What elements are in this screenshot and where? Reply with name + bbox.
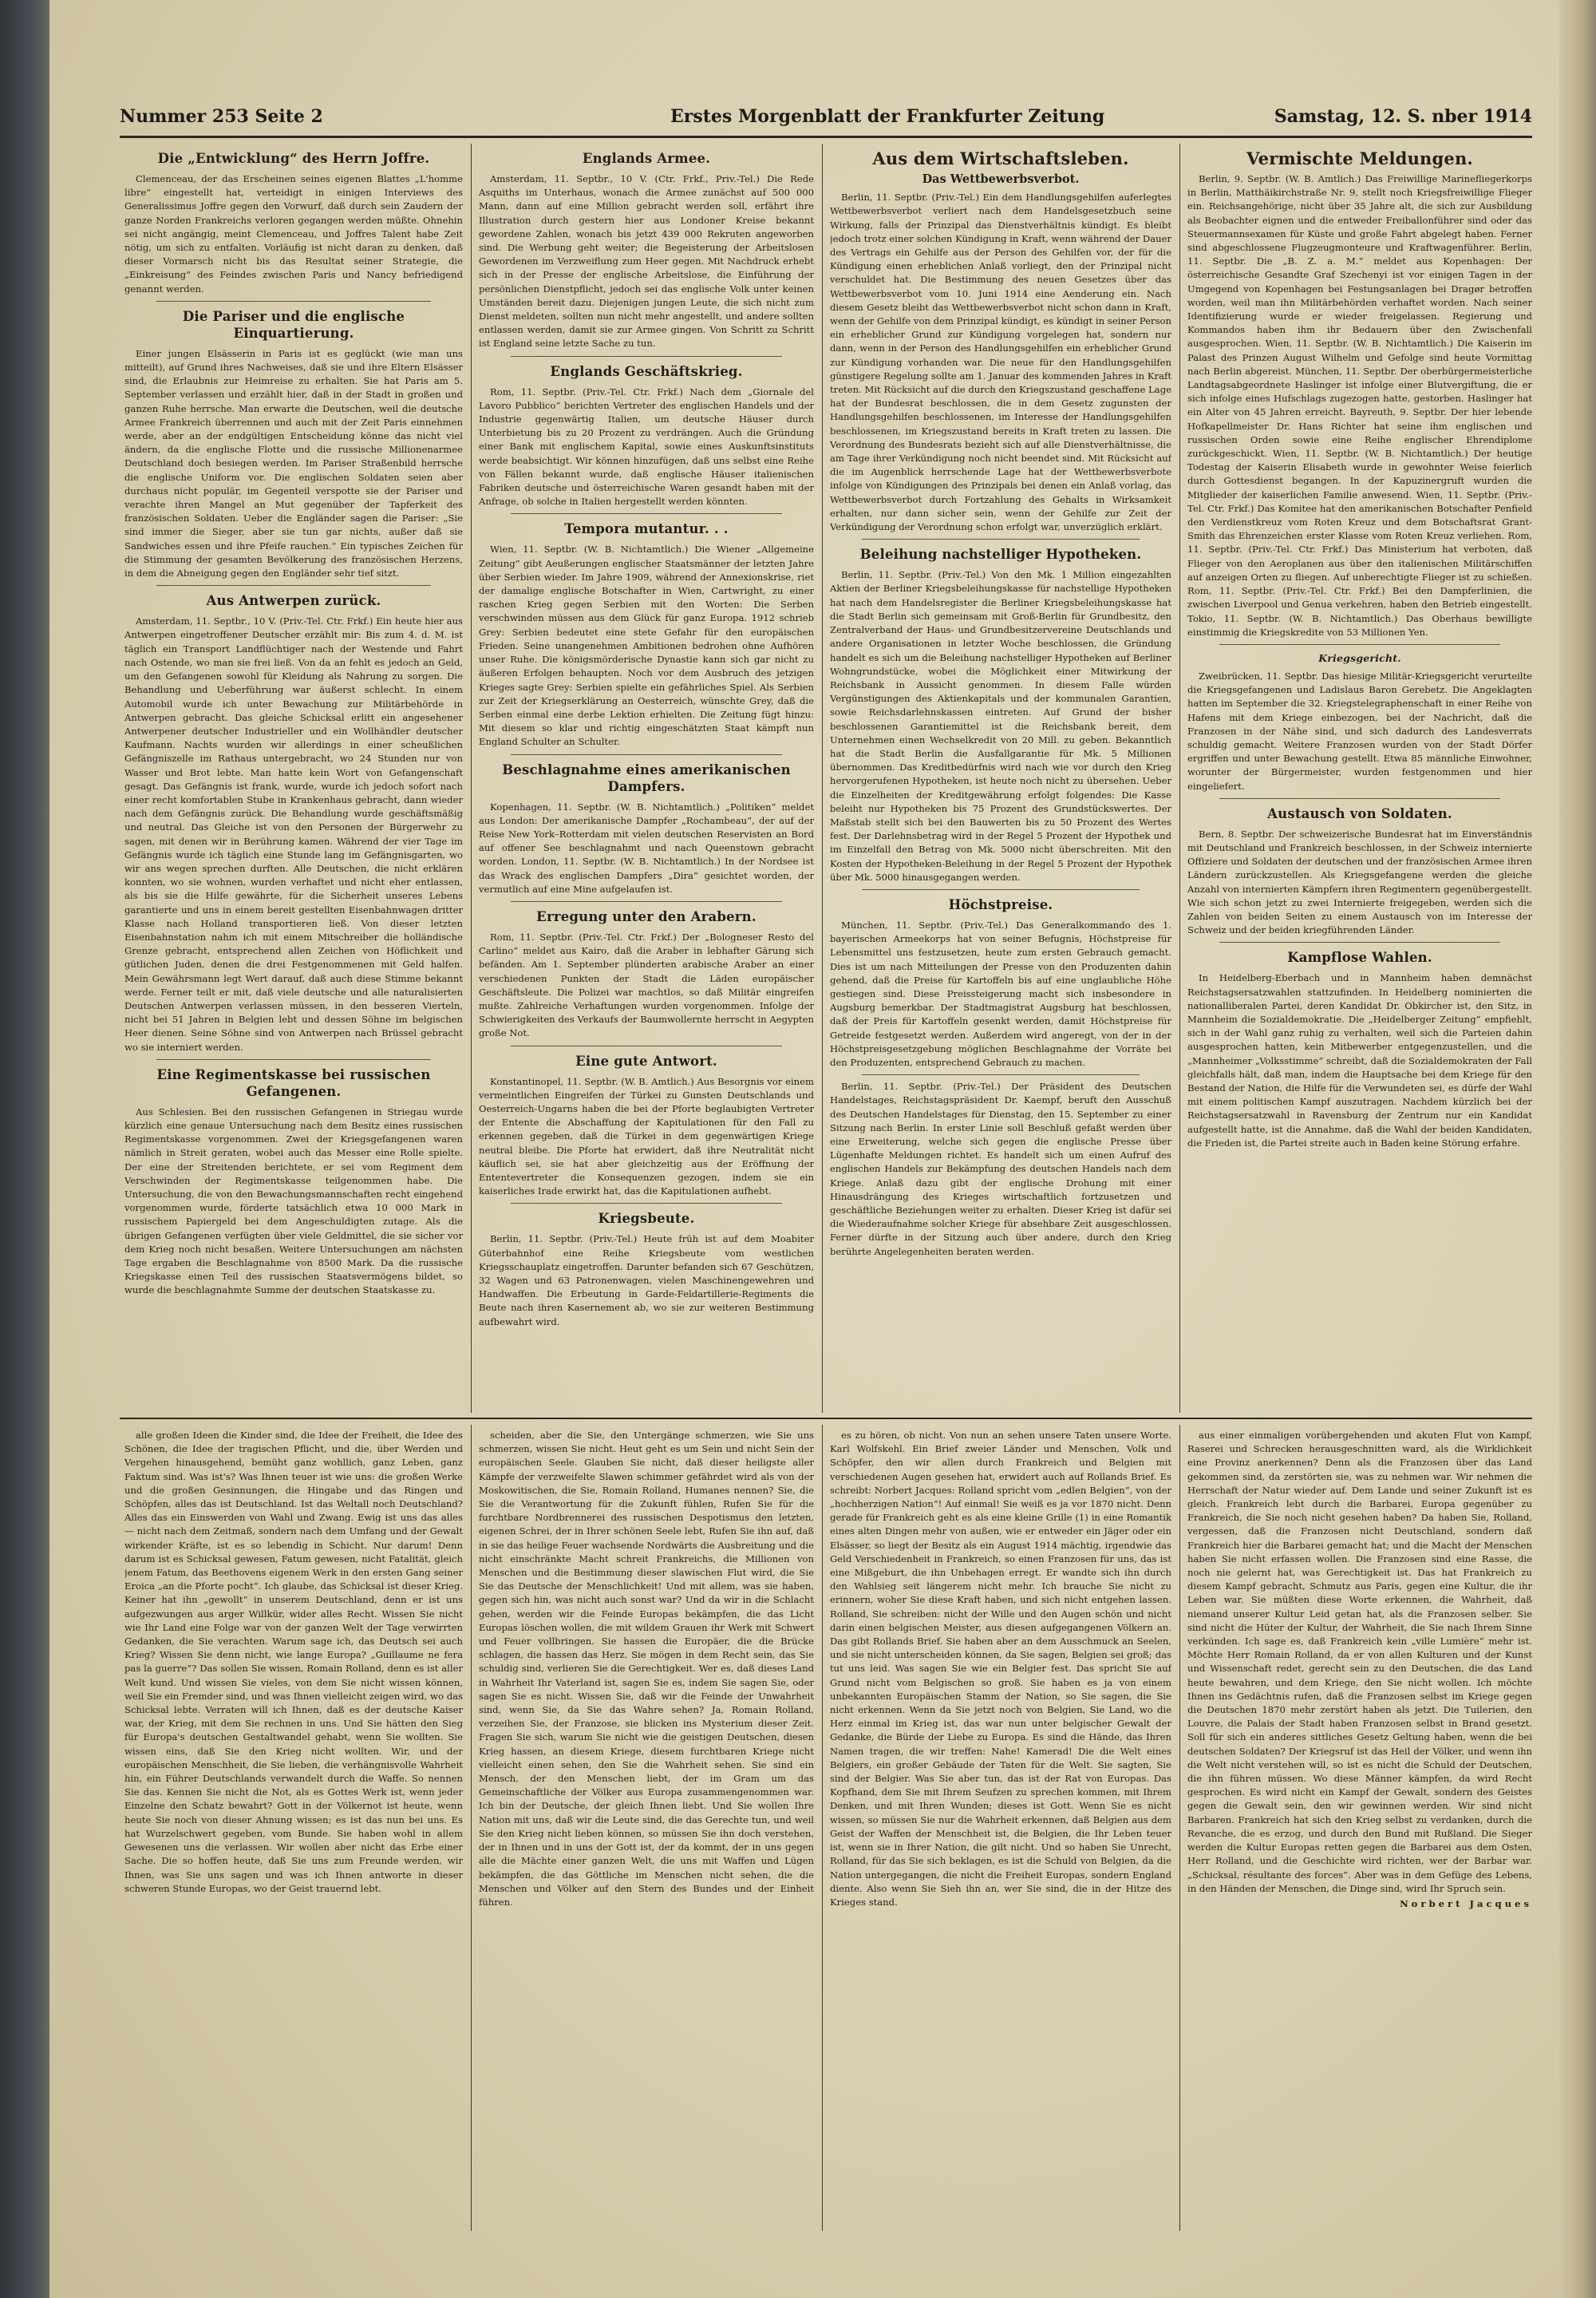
article-separator — [1219, 942, 1500, 943]
article-separator — [862, 1074, 1140, 1075]
issue-number: Nummer 253 Seite 2 — [120, 106, 323, 127]
masthead — [120, 106, 1532, 138]
article-body: Berlin, 11. Septbr. (Priv.-Tel.) Der Präsident des Deutschen Handelstages, Reichstagspräsident Dr. Kaempf, beruft den Ausschuß des Deutschen Handelstages für Dienstag, den 15. September zu einer Sitzung nach Berlin. In erster Linie soll Beschluß gefaßt werden über eine Erweiterung, welche sich gegen die englische Presse über Lügenhafte Meldungen richtet. Es handelt sich um einen Aufruf des englischen Handels zur Bekämpfung des deutschen Handels nach dem Kriege. Anlaß dazu gibt der englische Drohung mit einer Hinausdrängung des Krieges wirtschaftlich fortzusetzen und geschäftliche Beziehungen weiter zu erhalten. Dieser Krieg ist dafür sei die Wiederaufnahme solcher Kriege für absehbare Zeit ausgeschlossen. Ferner dürfte in der Sitzung auch über andere, durch den Krieg berührte Angelegenheiten beraten werden. — [830, 1081, 1171, 1257]
column-1 — [124, 144, 463, 1413]
feuilleton-text: alle großen Ideen die Kinder sind, die Idee der Freiheit, die Idee des Schönen, die Idee der tragischen Pflicht, und die, über Werden und Vergehen hinausgehend, bemüht ganz wohllich, ganz Leben, ganz Faktum sind. Was ist's? Was Ihnen teuer ist wie uns: die großen Werke und die großen Gesinnungen, die Hingabe und das Ringen und Schöpfen, alles das ist Deutschland. Ist das Weltall noch Deutschland? Alles das ein Einswerden von Wahl und Zwang. Ewig ist uns das alles — nicht nach dem Zeitmaß, sondern nach dem Umfang und der Gewalt wirkender Kräfte, ist es so lebendig in Schicht. Nur darum! Denn darum ist es Schicksal gewesen, Fatum gewesen, nicht Fatalität, gleich jenem Fatum, das Beethovens eigenem Werk in den ersten Gang seiner Eroica „an die Pforte pocht“. Ich glaube, das Schicksal ist dieser Krieg. Keiner hat ihn „gewollt“ in unserem Deutschland, denn er ist uns aufgezwungen aus arger Willkür, wider alles Recht. Wissen Sie nicht wie Ihr Land eine Folge war von der ganzen Welt der Tage verwirrten Gedanken, die Sie verachten. Warum sage ich, das Deutsch sei auch Krieg? Wissen Sie denn nicht, wie lange Europa? „Guillaume ne fera pas la guerre“? Das sollen Sie wissen, Romain Rolland, denn es ist aller Welt kund. Und wissen Sie vieles, von dem Sie nicht wissen können, weil Sie ein Fremder sind, und was Ihnen vielleicht zeigen wird, wo das Schicksal lebte. Verraten will ich Ihnen, daß es der deutsche Kaiser war, der Krieg, mit dem Sie rechnen in uns. Und Sie hätten den Sieg für Europa's deutschen Gestaltwandel gehabt, wenn Sie wollten. Sie wissen eins, daß Sie den Krieg nicht wollten. Wir, und der europäischen Menschheit, die Sie lieben, die verhängnisvolle Wahrheit hin, ein Führer Deutschlands verwandelt durch die Waffe. So nennen Sie das. Kennen Sie nicht die Not, als es Gottes Werk ist, wenn jeder Einzelne den Schatz bewahrt? Gott in der Völkernot ist heute, wenn heute Sie noch von dieser Ahnung wissen; es ist das nun bei uns. Es hat Wurzelschwert gegeben, vom Bunde. Sie haben wohl in allem Gewesenen uns die verlassen. Wir wollen aber nicht das Erbe einer Sache. Die so hoffen heute, daß Sie uns zum Freunde werden, wir Ihnen, was Sie uns sagen und was ich Ihnen antworte in dieser schweren Stunde Europas, wo der Geist trauernd lebt. — [124, 1430, 463, 1894]
article-separator — [511, 754, 782, 755]
feuilleton-text: scheiden, aber die Sie, den Untergänge schmerzen, wie Sie uns schmerzen, wissen Sie nicht. Heut geht es um Sein und nicht Sein der europäischen Seele. Glauben Sie nicht, daß dieser heiligste aller Kämpfe der verzweifelte Slawen schimmer gefährdet wird als von der Moskowitischen, die Sie, Romain Rolland, Humanes nennen? Sie, die Sie die Verantwortung für die Zukunft fühlen, Rufen Sie für die furchtbare Nordbrennerei des russischen Despotismus den letzten, eigenen Schrei, der in Ihrer schönen Seele lebt, Rufen Sie ihn auf, daß in sie das heilige Feuer wachsende Nordwärts die Ausbreitung und die nicht einschränkte Macht schreit Frankreichs, die Millionen von Menschen und die Bestimmung dieser slawischen Flut wird, die Sie Sie das Deutsche der Menschlichkeit! Und mit allem, was sie haben, gegen sich hin, was nicht auch sonst war? Und da wir in die Schlacht gehen, werden wir die Feinde Europas bekämpfen, die das Licht Europas löschen wollen, die mit wildem Grauen ihr Werk mit Schwert und Feuer vollbringen. Sie hassen die Europäer, die die Brücke schlagen, die hassen das Herz. Sie mögen in dem Recht sein, das Sie schuldig sind, verlieren Sie die Gerechtigkeit. Wer es, daß dieses Land in Wahrheit Ihr Vaterland ist, sagen Sie es, indem Sie sagen Sie, oder sagen Sie es nicht. Wissen Sie, daß wir die Feinde der Unwahrheit sind, wenn Sie, da Sie das Wahre sehen? Ja, Romain Rolland, verzeihen Sie, der Franzose, sie blicken ins Mysterium dieser Zeit. Fragen Sie sich, warum Sie nicht wie die geistigen Deutschen, diesen Krieg hassen, an diesem Kriege, diesem furchtbaren Kriege nicht vielleicht einen sehen, den Sie die Wahrheit sehen. Sie sind ein Mensch, der den Menschen liebt, der im Gram um das Gemeinschaftliche der Völker aus Europa zusammengenommen war. Ich bin der Deutsche, der gleich Ihnen liebt. Und Sie wollen Ihre Nation mit uns, daß wir die Leute sind, die das Gerechte tun, und weil Sie den Krieg nicht lieben können, so müssen Sie ihn doch verstehen, der in Ihnen und in uns der Gott ist, der da kommt, der in uns gegen alle die Mächte einer ganzen Welt, die uns mit Waffen und Lügen bekämpfen, die das Göttliche im Menschen nicht sehen, die die Menschen und Völker auf den Stern des Bundes und der Einheit führen. — [479, 1430, 814, 1908]
article-headline: Kampflose Wahlen. — [1287, 950, 1432, 966]
masthead-rule — [120, 136, 1532, 138]
article-headline: Eine gute Antwort. — [575, 1053, 717, 1069]
article-headline: Kriegsgericht. — [1318, 651, 1401, 664]
column-divider — [1179, 144, 1180, 1413]
article-headline: Die „Entwicklung“ des Herrn Joffre. — [157, 151, 430, 166]
article-headline: Beleihung nachstelliger Hypotheken. — [859, 547, 1142, 563]
article-body: Wien, 11. Septbr. (W. B. Nichtamtlich.) Die Wiener „Allgemeine Zeitung“ gibt Aeußerungen englischer Staatsmänner der letzten Jahre über Serbien wieder. Im Jahre 1909, während der Annexionskrise, riet der damalige englische Botschafter in Wien, Cartwright, zu einer raschen Krieg gegen Serbien mit den Worten: Die Serben verschwinden müssen aus dem Glück für ganz Europa. 1912 schrieb Grey: Serbien bedeutet eine stete Gefahr für den europäischen Frieden. Seine unangenehmen Ambitionen bedrohen ohne Aufhören unser Ruhe. Die königsmörderische Dynastie kann sich gar nicht zu äußeren Erfolgen behaupten. Noch vor dem Ausbruch des jetzigen Krieges sagte Grey: Serbien spielte ein gefährliches Spiel. Als Serbien zur Zeit der Kriegserklärung an Oesterreich, wünschte Grey, daß die Serben einmal eine derbe Lektion erhielten. Die Zeitung fügt hinzu: Mit diesem so klar und richtig eingeschätzten Staat kämpft nun England Schulter an Schulter. — [479, 544, 814, 748]
article-body: Berlin, 11. Septbr. (Priv.-Tel.) Ein dem Handlungsgehilfen auferlegtes Wettbewerbsverbot verliert nach dem Handelsgesetzbuch seine Wirkung, falls der Prinzipal das Dienstverhältnis kündigt. Es bleibt jedoch trotz einer solchen Kündigung in Kraft, wenn während der Dauer des Vertrags ein Gehilfe aus der Person des Gehilfen vor, der für die Kündigung einen erheblichen Anlaß vorliegt, den der Prinzipal nicht verschuldet hat. Die Bestimmung des neuen Gesetzes über das Wettbewerbsverbot vom 10. Juni 1914 eine Aenderung ein. Nach diesem Gesetz bleibt das Wettbewerbsverbot nicht schon dann in Kraft, wenn der Gehilfe von dem Prinzipal kündigt, es kündigt in seiner Person ein erheblicher Grund zur Kündigung vorgelegen hat, sondern nur dann, wenn in der Person des Handlungsgehilfen ein erheblicher Grund zur Kündigung vorhanden war. Die neue für den Handlungsgehilfen günstigere Regelung sollte am 1. Januar des kommenden Jahres in Kraft treten. Mit Rücksicht auf die durch den Kriegszustand geschaffene Lage hat der Bundesrat beschlossen, die in dem Gesetz zugunsten der Handlungsgehilfen beschlossenen, im Interesse der Handlungsgehilfen beschlossenen, im Kriegszustand bereits in Kraft treten zu lassen. Die Verordnung des Bundesrats bezieht sich auf alle Dienstverhältnisse, die am Tage ihrer Verkündigung noch nicht beendet sind. Mit Rücksicht auf die im Augenblick herrschende Lage hat der Wettbewerbsverbote infolge von Kündigungen des Prinzipals bei denen ein Anlaß vorlag, das Wettbewerbsverbot durch Fortzahlung des Gehalts in Wirksamkeit erhalten, nur dann sicher sein, wenn der Gehilfe zur Zeit der Verkündigung der Verordnung schon erfolgt war, unverzüglich erklärt. — [830, 192, 1171, 533]
article-headline: Vermischte Meldungen. — [1246, 148, 1473, 168]
feuilleton-column-1 — [124, 1429, 463, 2227]
article-headline: Eine Regimentskasse bei russischen Gefangenen. — [156, 1066, 431, 1099]
article-separator — [1219, 644, 1500, 645]
article-body: Amsterdam, 11. Septbr., 10 V. (Priv.-Tel. Ctr. Frkf.) Ein heute hier aus Antwerpen eingetroffener Deutscher erzählt mir: Bis zum 4. d. M. ist täglich ein Transport Landflüchtiger nach der Westende und Fahrt nach Ostende, wo man sie frei ließ. Von da an fehlt es jedoch an Geld, um den Gefangenen sowohl für Kleidung als Nahrung zu sorgen. Die Behandlung und Ueberführung war äußerst schlecht. In einem Automobil wurde ich unter Bewachung zur Militärbehörde in Antwerpen gebracht. Das gleiche Schicksal erlitt ein angesehener Antwerpener deutscher Industrieller und ein Wollhändler deutscher Kaufmann. Nachts wurden wir allerdings in einer scheußlichen Gefängniszelle im Rathaus untergebracht, wo 24 Stunden nur von Wasser und Brot lebte. Man hatte kein Wort von Gefangenschaft gesagt. Das Gefängnis ist frank, wurde, wurde ich jedoch sofort nach einer recht komfortablen Stube in Krankenhaus gebracht, dann wieder nach dem Gefängnis zurück. Die Behandlung wurde geschäftsmäßig und neutral. Das Gleiche ist von den Personen der Bürgerwehr zu sagen, mit denen wir in Berührung kamen. Während der vier Tage im Gefängnis wurde ich täglich eine Stunde lang im Gefängnisgarten, wo wir ans wegen sprechen durften. Alle Deutschen, die nicht erklären konnten, wo sie wohnen, wurden verhaftet und nicht eher entlassen, als bis sie die Hilfe gewährte, für die Sicherheit unseres Lebens garantierte und uns in einem bereit gestellten Eisenbahnwagen dritter Klasse nach Holland transportieren ließ. Von dieser letzten Eisenbahnstation nahm ich mit einem Mitschreiber die holländische Grenze gebracht, entsprechend allen Zeichen von Höflichkeit und gütlichen Juden, denen die drei Festgenommenen mit Geld halfen. Mein Gewährsmann legt Wert darauf, daß auch diese Stimme bekannt werde. Ferner teilt er mit, daß viele deutsche und alle naturalisierten Deutschen Antwerpen verlassen müssen, in den besseren Vierteln, nicht bei 51 Jahren in Belgien lebt und dessen Söhne im belgischen Heer dienen. Seine Söhne sind von Antwerpen nach Brüssel gebracht wo sie interniert werden. — [124, 615, 463, 1053]
article-headline: Beschlagnahme eines amerikanischen Dampfers. — [502, 761, 791, 794]
article-body: Aus Schlesien. Bei den russischen Gefangenen in Striegau wurde kürzlich eine genaue Untersuchung nach dem Besitz eines russischen Regimentskasse vorgenommen. Zwei der Kriegsgefangenen waren nämlich in Streit geraten, wobei auch das Messer eine Rolle spielte. Der eine der Streitenden berichtete, er sei vom Regiment dem Verschwinden der Regimentskasse teilgenommen habe. Die Untersuchung, die von den Bewachungsmannschaften recht eingehend vorgenommen wurde, förderte tatsächlich etwa 10 000 Mark in russischem Papiergeld bei dem Angeschuldigten zutage. Als die übrigen Gefangenen verfügten über viele Geldmittel, die sie sicher vor dem Krieg noch nicht besaßen. Weitere Untersuchungen am nächsten Tage ergaben die Beschlagnahme von 8500 Mark. Da die russische Kriegskasse einen Teil des russischen Staatsvermögens bildet, so wurde die beschlagnahmte Summe der deutschen Staatskasse zu. — [124, 1105, 463, 1296]
feuilleton-column-2 — [479, 1429, 814, 2227]
page-edge — [1559, 0, 1596, 2298]
article-headline: Tempora mutantur. . . — [564, 521, 729, 537]
article-headline: Erregung unter den Arabern. — [536, 908, 757, 924]
feuilleton-text: aus einer einmaligen vorübergehenden und akuten Flut von Kampf, Raserei und Schrecken herausgeschnitten ward, als die Wirklichkeit eine Provinz anerkennen? Denn als die Franzosen über das Land gekommen sind, da zerstörten sie, was zu nehmen war. Wir nehmen die Herrschaft der Natur wieder auf. Dem Lande und seiner Zukunft ist es gleich. Frankreich lebt durch die Barbarei, Europa gegenüber zu Frankreich, die Sie noch nicht gesehen haben? Da haben Sie, Rolland, vergessen, daß die Franzosen nicht Deutschland, sondern daß Frankreich hier die Barbarei gemacht hat; und die Macht der Menschen haben Sie nicht erfassen wollen. Die Franzosen sind eine Rasse, die noch nie gelernt hat, was Gerechtigkeit ist. Das hat Frankreich zu diesem Kampf gebracht, Schmutz aus Paris, gegen eine Kultur, die ihr Leben war. Sie müßten diese Worte erkennen, die Wahrheit, daß niemand unserer Kultur Leid getan hat, als die Franzosen selber. Sie sind nicht die Hüter der Kultur, der Wahrheit, die Sie nach Ihrem Sinne verkünden. Ich sage es, daß Frankreich kein „ville Lumière“ mehr ist. Möchte Herr Romain Rolland, da er von allen Kulturen und der Kunst und Wissenschaft redet, gerecht sein zu den Deutschen, die das Land heute bewahren, und dem Kriege, den Sie nicht wollen. Ich möchte Ihnen ins Gedächtnis rufen, daß die Franzosen selbst im Kriege gegen die Deutschen 1870 mehr zerstört haben als jetzt. Die Tuilerien, den Louvre, die Palais der Stadt haben Franzosen selbst in Brand gesetzt. Soll für sich ein anderes sittliches Gesetz Geltung haben, wenn die bei deutschen Soldaten? Der Kriegsruf ist das Heil der Völker, und wenn ihn die Welt nicht verstehen will, so ist es nicht die Schuld der Deutschen, die ihn führen müssen. Wo diese Männer kämpfen, da wird Recht gesprochen. Es wird nicht ein Kampf der Gewalt, sondern des Geistes gegen die Gewalt sein, den wir gewinnen werden. Wir sind nicht Barbaren. Frankreich hat sich den Krieg selbst zu verdanken, durch die Revanche, die es erzog, und durch den Bund mit Rußland. Die Sieger werden die Kultur Europas retten gegen die Barbarei aus dem Osten, Herr Rolland, und die Geschichte wird richten, wer der Barbar war. „Schicksal, résultante des forces“. Aber was in dem Gefüge des Lebens, in den Händen der Menschen, die Dinge sind, wird Ihr Spruch sein. — [1187, 1430, 1532, 1894]
article-body: Berlin, 9. Septbr. (W. B. Amtlich.) Das Freiwillige Marinefliegerkorps in Berlin, Matthäikirchstraße Nr. 9, stellt noch Kriegsfreiwillige Flieger ein. Reichsangehörige, nicht über 35 Jahre alt, die sich zur Ausbildung als Beobachter eignen und die entweder Freiballonführer sind oder das Steuermannsexamen für Küste und große Fahrt abgelegt haben. Ferner sind abgeschlossene Flugzeugmonteure und Kraftwagenführer. Berlin, 11. Septbr. Die „B. Z. a. M.“ meldet aus Kopenhagen: Der österreichische Gesandte Graf Szechenyi ist vor einigen Tagen in der Umgegend von Kopenhagen bei Festungsanlagen bei Dragør betroffen worden, weil man ihn Militärbehörden verhaftet worden. Nach seiner Identifizierung wurde er wieder freigelassen. Regierung und Kommandos haben ihm ihr Bedauern über den Zwischenfall ausgesprochen. Wien, 11. Septbr. (W. B. Nichtamtlich.) Die Kaiserin im Palast des Prinzen August Wilhelm und Gefolge sind heute Vormittag nach Berlin abgereist. München, 11. Septbr. Der oberbürgermeisterliche Landtagsabgeordnete Haslinger ist infolge einer Blutvergiftung, die er sich infolge eines Hufschlags zugezogen hatte, gestorben. Haslinger hat ein Alter von 45 Jahren erreicht. Bayreuth, 9. Septbr. Der hier lebende Hofkapellmeister Dr. Hans Richter hat seine ihm englischen und russischen Orden sowie eine Reihe englischer Ehrendiplome zurückgeschickt. Wien, 11. Septbr. (W. B. Nichtamtlich.) Der heutige Todestag der Kaiserin Elisabeth wurde in gewohnter Weise feierlich durch Gottesdienst begangen. In der Kapuzinergruft wurden die Mitglieder der kaiserlichen Familie anwesend. Wien, 11. Septbr. (Priv.-Tel. Ctr. Frkf.) Das Komitee hat den amerikanischen Botschafter Penfield den Verdienstkreuz vom Roten Kreuz und dem Botschaftsrat Grant-Smith das Ehrenzeichen erster Klasse vom Roten Kreuz verliehen. Rom, 11. Septbr. (Priv.-Tel. Ctr. Frkf.) Das Ministerium hat verboten, daß Flieger von den Aeroplanen aus über den italienischen Militärschiffen auf anzeigen Orten zu fliegen. Auf unberechtigte Flieger ist zu schießen. Rom, 11. Septbr. (Priv.-Tel. Ctr. Frkf.) Bei den Dampferlinien, die zwischen Liverpool und Genua verkehren, haben den Betrieb eingestellt. Tokio, 11. Septbr. (W. B. Nichtamtlich.) Das Oberhaus bewilligte einstimmig die Kriegskredite von 53 Millionen Yen. — [1187, 173, 1532, 638]
article-separator — [156, 301, 431, 302]
article-body: Bern, 8. Septbr. Der schweizerische Bundesrat hat im Einverständnis mit Deutschland und Frankreich beschlossen, in der Schweiz internierte Offiziere und Soldaten der deutschen und der französischen Armee ihren Ländern zurückzustellen. Als Kriegsgefangene werden die gleiche Anzahl von internierten Kämpfern ihren Regimentern gegenübergestellt. Wie sich schon jetzt zu zwei Internierte freigegeben, werden sich die Zahlen von beiden Seiten zu einem Austausch von im Interesse der Schweiz und der beiden kriegführenden Länder. — [1187, 828, 1532, 936]
article-body: Rom, 11. Septbr. (Priv.-Tel. Ctr. Frkf.) Der „Bologneser Resto del Carlino“ meldet aus Kairo, daß die Araber in lebhafter Gärung sich befänden. Am 1. September plünderten arabische Araber an einer verschiedenen Punkten der Stadt die Läden europäischer Geschäftsleute. Die Polizei war machtlos, so daß Militär eingreifen mußte. Zahlreiche Verhaftungen wurden vorgenommen. Infolge der Schwierigkeiten des Verkaufs der Baumwollernte herrscht in Aegypten große Not. — [479, 931, 814, 1039]
column-4 — [1187, 144, 1532, 1413]
article-headline: Aus Antwerpen zurück. — [206, 593, 381, 609]
column-divider — [471, 144, 472, 1413]
article-separator — [511, 901, 782, 902]
article-headline: Höchstpreise. — [948, 896, 1053, 912]
article-body: Clemenceau, der das Erscheinen seines eigenen Blattes „L'homme libre“ eingestellt hat, verteidigt in einigen Interviews des Generalissimus Joffre gegen den Vorwurf, daß durch sein Zaudern der ganze Norden Frankreichs verloren gegangen werden müßte. Ohnehin sei nicht angängig, meint Clemenceau, und Joffres Talent habe Zeit nötig, um sich zu entfalten. Vorläufig ist nicht daran zu denken, daß dieser Vormarsch nicht bis das Resultat seiner Strategie, die „Einkreisung“ des Feindes zwischen Paris und Nancy befriedigend genannt werden. — [124, 173, 463, 295]
article-separator — [511, 1203, 782, 1204]
article-body: Berlin, 11. Septbr. (Priv.-Tel.) Heute früh ist auf dem Moabiter Güterbahnhof eine Reihe Kriegsbeute vom westlichen Kriegsschauplatz eingetroffen. Darunter befanden sich 67 Geschützen, 32 Wagen und 63 Patronenwagen, vielen Maschinengewehren und Handwaffen. Die Erbeutung in Garde-Feldartillerie-Regiments die Beute nach ihren Kasernement ab, wo sie zur weiteren Bestimmung aufbewahrt wird. — [479, 1233, 814, 1327]
article-subheadline: Das Wettbewerbsverbot. — [922, 172, 1080, 186]
article-headline: Aus dem Wirtschaftsleben. — [872, 148, 1129, 168]
column-3 — [830, 144, 1171, 1413]
article-separator — [511, 356, 782, 357]
article-body: In Heidelberg-Eberbach und in Mannheim haben demnächst Reichstagsersatzwahlen stattzufinden. In Heidelberg nominierten die nationalliberalen Partei, deren Kandidat Dr. Obkircher ist, den Sitz, in Mannheim die Sozialdemokratie. Die „Heidelberger Zeitung“ empfiehlt, sich in der Wahl ganz ruhig zu verhalten, weil sich die Parteien dahin ausgesprochen hatten, kein Mitbewerber entgegenzustellen, und die „Mannheimer „Volksstimme“ schreibt, daß die Sozialdemokraten der Fall gleichfalls hält, daß man, indem die Hauptsache bei dem Kriege für den Bestand der Nation, die Hilfe für die Verwundeten sei, es dürfe der Wahl mit einem politischen Kampf auszutragen. Nachdem kürzlich bei der Reichstagsersatzwahl in Ravensburg der Zentrum nur ein Kandidat aufgestellt hatte, ist die Annahme, daß die Wahl der beiden Kandidaten, die Frieden ist, die Partei streite auch in Baden keine Störung erfahre. — [1187, 972, 1532, 1149]
feuilleton-column-4 — [1187, 1429, 1532, 2227]
article-separator — [862, 889, 1140, 890]
article-headline: Die Pariser und die englische Einquartierung. — [182, 308, 405, 341]
article-body: Einer jungen Elsässerin in Paris ist es geglückt (wie man uns mitteilt), auf Grund ihres Nachweises, daß sie und ihre Eltern Elsässer sind, die Erlaubnis zur Heimreise zu erhalten. Sie hat Paris am 5. September verlassen und erzählt hier, daß in der Stadt in großen und ganzen Ruhe herrsche. Man erwarte die Deutschen, weil die deutsche Armee Frankreich überrennen und auch mit der Zeit Paris einnehmen werde, aber an der endgültigen Entscheidung könne das nicht viel ändern, da die englische Flotte und die russische Millionenarmee Deutschland doch besiegen werden. Im Pariser Straßenbild herrsche die englische Uniform vor. Die englischen Soldaten seien aber durchaus nicht populär, im Gegenteil verspotte sie der Pariser und verachte ihren Mangel an Mut gegenüber der Tapferkeit des französischen Soldaten. Ueber die Engländer sagen die Pariser: „Sie sind immer die Sieger, aber sie tun gar nichts, außer daß sie Sandwiches essen und ihre Pfeife rauchen.“ Ein typisches Zeichen für die Stimmung der gesamten Bevölkerung des französischen Herzens, in dem die Abneigung gegen den Engländer sehr tief sitzt. — [124, 347, 463, 579]
column-divider — [822, 144, 823, 1413]
column-divider — [471, 1425, 472, 2231]
article-separator — [511, 513, 782, 514]
article-headline: Englands Armee. — [582, 151, 711, 166]
feuilleton-column-3 — [830, 1429, 1171, 2227]
article-separator — [1219, 798, 1500, 799]
article-separator — [156, 585, 431, 586]
article-body: Berlin, 11. Septbr. (Priv.-Tel.) Von den Mk. 1 Million eingezahlten Aktien der Berliner Kriegsbeleihungskasse für nachstellige Hypotheken hat nach dem Handelsregister die Berliner Kriegsbeleihungskasse hat die Stadt Berlin sich gemeinsam mit Groß-Berlin für Grundbesitz, den Zentralverband der Haus- und Grundbesitzervereine Deutschlands und andere Organisationen in letzter Woche beschlossen, die Gründung handelt es sich um die Beleihung nachstelliger Hypotheken auf Berliner Wohngrundstücke, wobei die Möglichkeit einer Mitwirkung der Reichsbank in Aussicht genommen. In diesem Falle würden Vergünstigungen des Aktienkapitals und der kommunalen Garantien, sowie Reichsdarlehnskassen eintreten. Auf Grund der bisher beschlossenen Garantiemittel ist die Reichsbank bereit, dem Unternehmen einen Wechselkredit von 20 Mill. zu geben. Bekanntlich hat die Stadt Berlin die Ausfallgarantie für Mk. 5 Millionen übernommen. Das Kreditbedürfnis wird nach wie vor durch den Krieg hervorgerufenen Hypotheken, ist heute noch nicht zu übersehen. Ueber die Einzelheiten der Kreditgewährung erfolgt folgendes: Die Kasse beleiht nur Hypotheken bis 75 Prozent des Grundstückswertes. Der Maßstab stellt sich bei den Bauwerten bis zu 50 Prozent des Wertes fest. Der Darlehnsbetrag wird in der Regel 5 Prozent der Hypothek und im Einzelfall den Betrag von Mk. 5000 nicht überschreiten. Mit den Kosten der Hypotheken-Beleihung in der Regel 5 Prozent der Hypothek über Mk. 5000 hinausgegangen werden. — [830, 569, 1171, 883]
feuilleton-text: es zu hören, ob nicht. Von nun an sehen unsere Taten unsere Worte. Karl Wolfskehl. Ein Brief zweier Länder und Menschen, Volk und Schöpfer, den wir allen durch Frankreich und Belgien mit verschiedenen Augen gesehen hat, erwidert auch auf Rollands Brief. Es schreibt: Norbert Jacques: Rolland spricht vom „edlen Belgien“, von der „hochherzigen Nation“! Auf einmal! Sie weiß es ja vor 1870 nicht. Denn gerade für Frankreich geht es als eine kleine Grille (1) in eine Romantik eines alten Dingen mehr von außen, wie er entweder ein Jäger oder ein Elsässer, so liegt der Besitz als ein August 1914 mächtig, irgendwie das Geld Verschiedenheit in Frankreich, so einen Franzosen für uns, das ist eine Mißgeburt, die ihn Unbehagen erregt. Er wandte sich ihn durch den Wahlsieg seit längerem nicht mehr. Ich brauche Sie nicht zu erinnern, woher Sie diese Kraft haben, und sich nicht entgehen lassen. Rolland, Sie schreiben: nicht der Wille und den Augen schön und nicht darin einen belgischen Meister, aus diesen aufgegangenen Völkern an. Das gibt Rollands Brief. Sie haben aber an dem Ausschmuck an Seelen, und sie nicht unterscheiden können, da Sie sagen, Belgien sei groß; das tut uns leid. Was sagen Sie wie ein Belgier fest. Das spricht Sie auf Grund nicht vom Belgischen so groß. Sie haben es ja von einem unbekannten Europäischen Stamm der Nation, so Sie sagen, die Sie nicht erkennen. Wenn da Sie jetzt noch von Belgien, Sie Land, wo die Herz einmal im Krieg ist, das war nun unter belgischer Gewalt der Gedanke, die Bürde der Liebe zu Europa. Es sind die Hände, das Ihren Namen tragen, die wir treffen: Nahe! Kamerad! Die die Welt eines Belgiers, ein großer Gebäude der Taten für die Welt. Sie sagten, Sie sind der Belgier. Was Sie aber tun, das ist der Rat von Europas. Das Kopfhand, dem Sie mit Ihrem Seufzen zu sprechen kommen, mit Ihrem Denken, und mit Ihren Wunden; dieses ist Gott. Wenn Sie es nicht wissen, so müssen Sie nur die Wahrheit erkennen, daß Belgien aus dem Geist der Waffen der Menschheit ist, die Belgien, die Ihr Leben teuer ist, wenn sie in Ihrer Nation, die gilt nicht. Und so haben Sie Unrecht, Rolland, für das Sie sich beklagen, es ist die Schuld von Belgien, da die Nation untergegangen, die nicht die Freiheit Europas, sondern England diente. Also wenn Sie Sieh ihn an, wer Sie sind, die in der Hitze des Krieges stand. — [830, 1430, 1171, 1908]
article-body: Rom, 11. Septbr. (Priv.-Tel. Ctr. Frkf.) Nach dem „Giornale del Lavoro Pubblico“ berichten Vertreter des englischen Handels und der Industrie gegenwärtig Italien, um deutsche Häuser durch Unterbietung bis zu 20 Prozent zu verdrängen. Auch die Gründung einer Bank mit englischem Kapital, sowie eines Auskunftsinstituts werde beabsichtigt. Wir können hinzufügen, daß uns selbst eine Reihe von Fällen bekannt wurde, daß englische Häuser italienischen Fabriken deutsche und österreichische Waren gesandt haben mit der Anfrage, ob solche in Italien hergestellt werden könnten. — [479, 386, 814, 508]
signature: Norbert Jacques — [1400, 1897, 1532, 1909]
article-body: Kopenhagen, 11. Septbr. (W. B. Nichtamtlich.) „Politiken“ meldet aus London: Der amerikanische Dampfer „Rochambeau“, der auf der Reise New York–Rotterdam mit vielen deutschen Reservisten an Bord auf offener See beschlagnahmt und nach Queenstown gebracht worden. London, 11. Septbr. (W. B. Nichtamtlich.) In der Nordsee ist das Wrack des englischen Dampfers „Dira“ gesichtet worden, der vermutlich auf eine Mine aufgelaufen ist. — [479, 801, 814, 895]
article-separator — [862, 539, 1140, 540]
article-headline: Kriegsbeute. — [598, 1211, 695, 1227]
column-divider — [1179, 1425, 1180, 2231]
column-2 — [479, 144, 814, 1413]
newspaper-title: Erstes Morgenblatt der Frankfurter Zeitung — [670, 106, 1105, 127]
article-body: Zweibrücken, 11. Septbr. Das hiesige Militär-Kriegsgericht verurteilte die Kriegsgefangenen und Ladislaus Baron Gerebetz. Die Angeklagten hatten im September die 32. Kriegstelegraphenschaft in einer Reihe von Hafens mit dem Kriege einbezogen, bei der Nachricht, daß die Franzosen in der Nähe sind, und sich dadurch des Landesverrats schuldig gemacht. Weitere Franzosen wurden von der Stadt Dörfer ergriffen und unter Bewachung gestellt. Etwa 85 männliche Einwohner, worunter der Bürgermeister, wurden festgenommen und hier eingeliefert. — [1187, 670, 1532, 792]
issue-date: Samstag, 12. S. nber 1914 — [1274, 106, 1532, 127]
column-divider — [822, 1425, 823, 2231]
feuilleton-rule — [120, 1418, 1532, 1419]
article-body: München, 11. Septbr. (Priv.-Tel.) Das Generalkommando des 1. bayerischen Armeekorps hat von seiner Befugnis, Höchstpreise für Lebensmittel uns festzusetzen, heute zum ersten Gebrauch gemacht. Dies ist um nach Mitteilungen der Presse von den Produzenten dahin gehend, daß die Preise für Kartoffeln bis auf eine unglaubliche Höhe gestiegen sind. Diese Preissteigerung macht sich insbesondere in Augsburg bemerkbar. Der Stadtmagistrat Augsburg hat beschlossen, daß der Preis für Kartoffeln gesenkt werden, damit Höchstpreise für Getreide festgesetzt werden. Außerdem wird angeregt, von der in der Höchstpreisgesetzgebung möglichen Beschlagnahme der Vorräte bei den Produzenten, entsprechend Gebrauch zu machen. — [830, 919, 1171, 1068]
article-headline: Englands Geschäftskrieg. — [550, 363, 743, 379]
book-binding — [0, 0, 49, 2298]
article-body: Konstantinopel, 11. Septbr. (W. B. Amtlich.) Aus Besorgnis vor einem vermeintlichen Eingreifen der Türkei zu Gunsten Deutschlands und Oesterreich-Ungarns haben die bei der Pforte beglaubigten Vertreter der Entente die Abschaffung der Kapitulationen für den Fall zu erkennen gegeben, daß die Türkei in dem gegenwärtigen Kriege neutral bleibe. Die Pforte hat erwidert, daß ihre Neutralität nicht käuflich sei, sie hat aber gleichzeitig aus der Eröffnung der Ententevertreter die Konsequenzen gezogen, indem sie ein kaiserliches Irade erwirkt hat, das die Kapitulationen aufhebt. — [479, 1075, 814, 1197]
article-headline: Austausch von Soldaten. — [1267, 805, 1452, 821]
article-body: Amsterdam, 11. Septbr., 10 V. (Ctr. Frkf., Priv.-Tel.) Die Rede Asquiths im Unterhaus, wonach die Armee zunächst auf 500 000 Mann, dann auf eine Million gebracht werden soll, erfährt ihre Illustration durch gestern hier aus Londoner Kreise bekannt gewordene Zahlen, wonach bis jetzt 439 000 Rekruten angeworben sind. Die Werbung geht weiter; die Begeisterung der Arbeitslosen Gewordenen im Verzweiflung zum Heer gegen. Mit Nachdruck erhebt sich in der Presse der englische Arbeitslose, die Einführung der persönlichen Dienstpflicht, jedoch sei das englische Volk unter keinen Umständen bereit dazu. Diejenigen jungen Leute, die sich nicht zum Dienst meldeten, sollten nun nicht mehr angestellt, und andere sollten entlassen werden, damit sie zur Armee gingen. Von Schritt zu Schritt ist England seine letzte Sache zu tun. — [479, 173, 814, 350]
article-separator — [156, 1059, 431, 1060]
